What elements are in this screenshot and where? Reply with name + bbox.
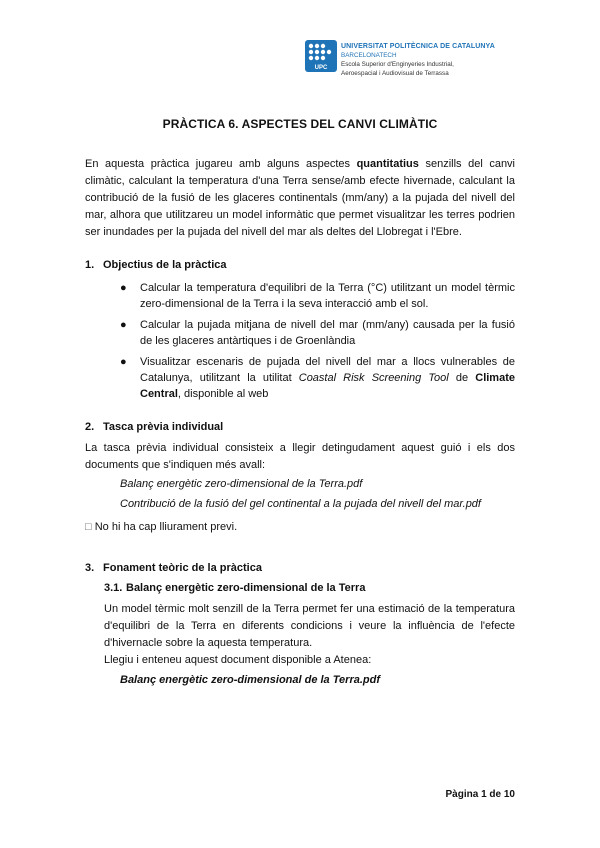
objective-3-text-b: de: [448, 372, 476, 384]
bullet-icon: ●: [120, 319, 127, 331]
section-3-title: Fonament teòric de la pràctica: [103, 562, 262, 574]
objective-3-text-c: , disponible al web: [177, 388, 269, 400]
section-2-title: Tasca prèvia individual: [103, 421, 224, 433]
objective-1-text: Calcular la temperatura d'equilibri de la Terra (°C) utilitzant un model tèrmic zero-dimensional de la Terra i la seva interacció amb el sol.: [140, 282, 515, 310]
intro-text-1: En aquesta pràctica jugareu amb alguns aspectes: [85, 158, 357, 170]
intro-bold: quantitatius: [356, 158, 419, 170]
section-1-number: 1.: [85, 259, 95, 271]
section-3-heading: [85, 562, 262, 574]
bullet-icon: ●: [120, 356, 127, 368]
document-title: PRÀCTICA 6. ASPECTES DEL CANVI CLIMÀTIC: [162, 117, 438, 131]
school-line-1: Escola Superior d'Enginyeries Industrial,: [341, 61, 454, 68]
objectives-list: [120, 280, 515, 407]
section-2-number: 2.: [85, 421, 95, 433]
logo-label: UPC: [314, 65, 328, 71]
intro-paragraph: [85, 156, 515, 241]
bullet-icon: ●: [120, 282, 127, 294]
section-2-heading: [85, 421, 223, 433]
note-text: No hi ha cap lliurament previ.: [91, 521, 238, 533]
tool-name: Coastal Risk Screening Tool: [298, 372, 449, 384]
upc-logo-icon: [305, 40, 337, 72]
subsection-3-1-heading: [104, 582, 365, 594]
section-1-heading: [85, 259, 227, 271]
university-sub: BARCELONATECH: [341, 52, 397, 59]
document-link-3: Balanç energètic zero-dimensional de la Terra.pdf: [120, 674, 380, 686]
list-item: [120, 354, 515, 402]
read-instruction: Llegiu i enteneu aquest document disponible a Atenea:: [104, 654, 372, 666]
objective-2-text: Calcular la pujada mitjana de nivell del mar (mm/any) causada per la fusió de les glaceres antàrtiques i de Groenlàndia: [140, 319, 515, 347]
list-item: [120, 317, 515, 349]
objective-3-text-a: Visualitzar escenaris de pujada del nivell del mar a llocs vulnerables de Catalunya, utilitzant la utilitat: [140, 356, 515, 384]
intro-text-2: senzills del canvi climàtic, calculant la temperatura d'una Terra sense/amb efecte hivernade, calculant la contribució de la fusió de les glaceres continentals (mm/any) a la pujada del nivell del mar, alhora que utilitzareu un model informàtic que permet visualitzar les terres podrien ser inundades per la pujada del nivell del mar als deltes del Llobregat i l'Ebre.: [85, 158, 516, 238]
school-line-2: Aeroespacial i Audiovisual de Terrassa: [341, 70, 449, 77]
section-3-number: 3.: [85, 562, 95, 574]
checkbox-icon: □: [85, 521, 92, 533]
subsection-number: 3.1.: [104, 582, 123, 594]
section-2-text: La tasca prèvia individual consisteix a llegir detingudament aquest guió i els dos documents que s'indiquen més avall:: [85, 442, 515, 471]
site-name: Climate Central: [140, 372, 515, 400]
document-link-1: Balanç energètic zero-dimensional de la Terra.pdf: [120, 478, 363, 490]
upc-logo: [305, 40, 505, 76]
no-submission-note: [85, 521, 237, 533]
subsection-text: Un model tèrmic molt senzill de la Terra permet fer una estimació de la temperatura d'equilibri de la Terra en diferents condicions i veure la influència de l'efecte d'hivernacle sobre la aquesta temperatura.: [104, 603, 515, 649]
section-1-title: Objectius de la pràctica: [103, 259, 227, 271]
document-link-2: Contribució de la fusió del gel continental a la pujada del nivell del mar.pdf: [120, 498, 481, 510]
subsection-title: Balanç energètic zero-dimensional de la Terra: [126, 582, 366, 594]
list-item: [120, 280, 515, 312]
university-name: UNIVERSITAT POLITÈCNICA DE CATALUNYA: [341, 43, 495, 50]
page-number: Pàgina 1 de 10: [445, 789, 515, 800]
